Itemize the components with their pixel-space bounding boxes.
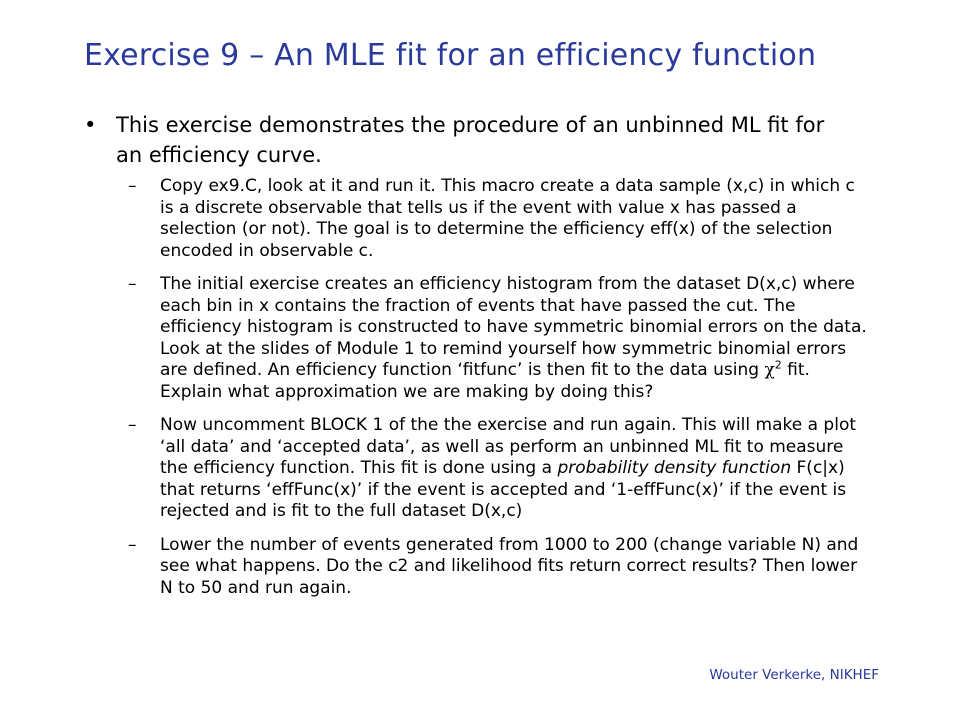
bullet-text: This exercise demonstrates the procedure of an unbinned ML fit for an efficiency curve. <box>116 113 825 167</box>
sub-bullet-list <box>128 176 868 611</box>
dash-marker: – <box>128 274 137 294</box>
text-part: fit. Explain what approximation we are making by doing this? <box>160 360 810 402</box>
superscript: 2 <box>774 358 782 372</box>
chi-symbol: χ <box>764 360 775 380</box>
sub-bullet-text: Copy ex9.C, look at it and run it. This macro create a data sample (x,c) in which c is a discrete observable that tells us if the event with value x has passed a selection (or not). The goal is to determine the efficiency eff(x) of the selection encoded in observable c. <box>160 176 855 261</box>
emphasis-text: probability density function <box>557 458 792 478</box>
text-part: Now uncomment BLOCK 1 of the the exercise and run again. This will make a plot ‘all data’ and ‘accepted data’, as well as perform an unbinned ML fit to measure the efficiency function. This fit is done using a <box>160 415 857 478</box>
bullet-marker: • <box>84 113 97 137</box>
text-part: The initial exercise creates an efficiency histogram from the dataset D(x,c) where each bin in x contains the fraction of events that have passed the cut. The efficiency histogram is constructed to have symmetric binomial errors on the data. Look at the slides of Module 1 to remind yourself how symmetric binomial errors are defined. An efficiency function ‘fitfunc’ is then fit to the data using <box>160 274 867 380</box>
sub-bullet-item <box>128 176 868 262</box>
sub-bullet-item <box>128 415 868 523</box>
sub-bullet-text <box>160 415 868 523</box>
sub-bullet-item <box>128 535 868 600</box>
dash-marker: – <box>128 176 137 196</box>
slide-title: Exercise 9 – An MLE fit for an efficiency function <box>84 38 817 73</box>
dash-marker: – <box>128 415 137 435</box>
dash-marker: – <box>128 534 137 555</box>
sub-bullet-text: Lower the number of events generated from 1000 to 200 (change variable N) and see what happens. Do the c2 and likelihood fits return correct results? Then lower N to 50 and run again. <box>160 534 859 598</box>
sub-bullet-text <box>160 274 868 403</box>
text-part: F(c|x) that returns ‘effFunc(x)’ if the event is accepted and ‘1-effFunc(x)’ if the event is rejected and is fit to the full dataset D(x,c) <box>160 458 847 521</box>
footer-author: Wouter Verkerke, NIKHEF <box>709 667 879 683</box>
main-bullet <box>84 110 884 170</box>
sub-bullet-item <box>128 274 868 403</box>
